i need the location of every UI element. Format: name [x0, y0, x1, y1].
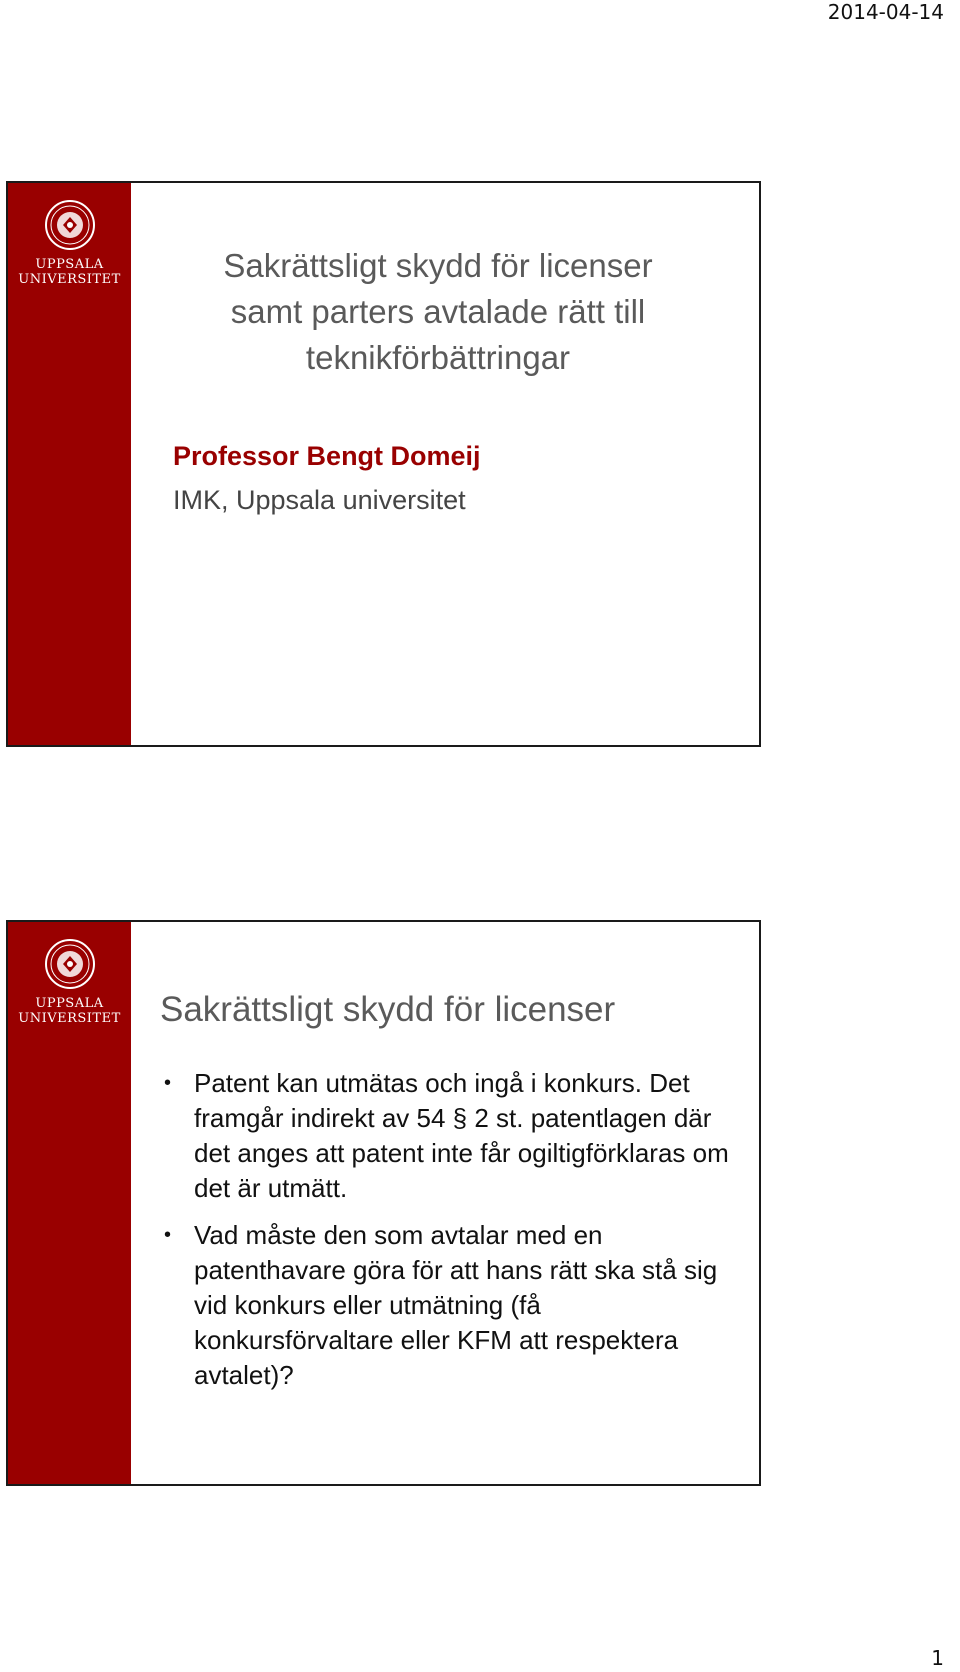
page-date: 2014-04-14 [827, 0, 944, 24]
university-seal-icon [44, 199, 96, 251]
title-line: samt parters avtalade rätt till [230, 293, 646, 330]
bullet-text: Patent kan utmätas och ingå i konkurs. Det framgår indirekt av 54 § 2 st. patentlagen där det anges att patent inte får ogiltigförklaras om det är utmätt. [194, 1068, 729, 1203]
bullet-text: Vad måste den som avtalar med en patenthavare göra för att hans rätt ska stå sig vid konkurs eller utmätning (få konkursförvaltare eller KFM att respektera avtalet)? [194, 1220, 718, 1390]
bullet-icon: • [164, 1224, 172, 1246]
title-line: teknikförbättringar [305, 339, 571, 376]
university-logo [8, 938, 131, 1026]
slide-content [6, 920, 761, 1486]
university-logo [8, 199, 131, 287]
bullet-list [158, 1066, 738, 1405]
logo-line-1: UPPSALA [35, 257, 104, 272]
presentation-title [178, 243, 698, 381]
bullet-icon: • [164, 1072, 172, 1094]
logo-line-2: UNIVERSITET [18, 272, 121, 287]
sidebar [8, 183, 131, 745]
university-seal-icon [44, 938, 96, 990]
slide-title-page [6, 181, 761, 747]
slide-heading: Sakrättsligt skydd för licenser [160, 990, 616, 1029]
page-number: 1 [931, 1646, 944, 1670]
logo-line-2: UNIVERSITET [18, 1011, 121, 1026]
logo-line-1: UPPSALA [35, 996, 104, 1011]
bullet-item [158, 1218, 738, 1393]
title-line: Sakrättsligt skydd för licenser [223, 247, 653, 284]
author-name: Professor Bengt Domeij [173, 441, 481, 471]
author-affiliation: IMK, Uppsala universitet [173, 485, 466, 515]
bullet-item [158, 1066, 738, 1206]
sidebar [8, 922, 131, 1484]
